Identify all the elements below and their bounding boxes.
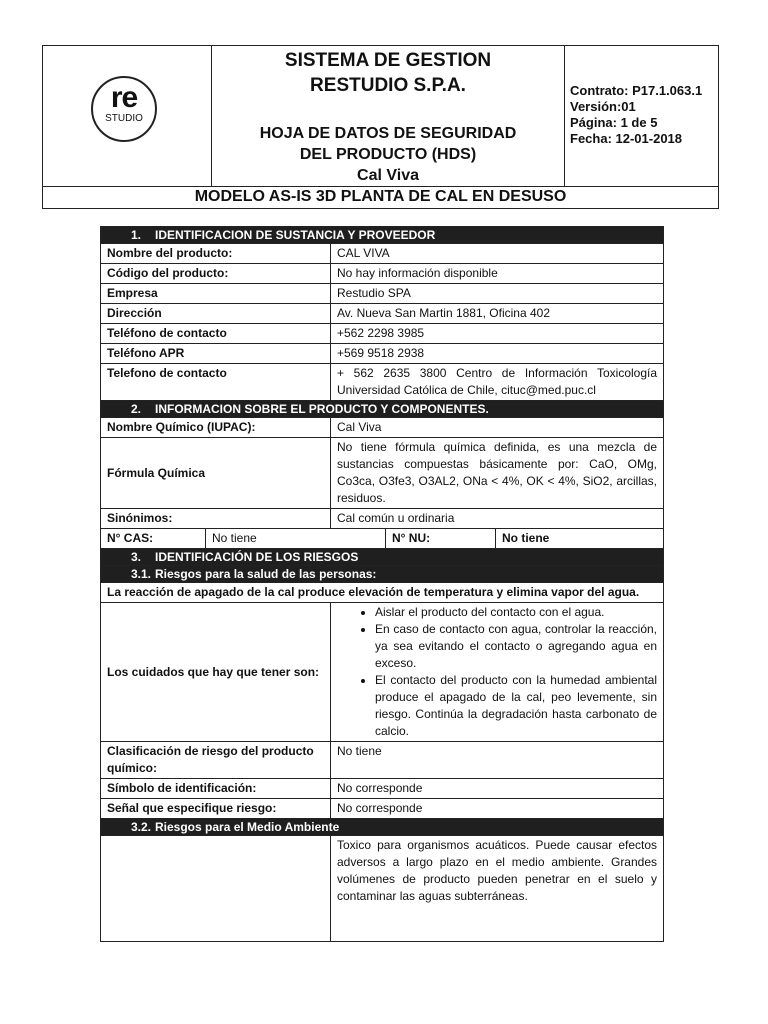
system-title-line1: SISTEMA DE GESTION <box>284 50 492 71</box>
row-value: CAL VIVA <box>331 244 664 264</box>
signal-label: Señal que especifique riesgo: <box>101 799 331 819</box>
contract-number: Contrato: P17.1.063.1 <box>570 83 703 98</box>
table-row <box>101 344 664 364</box>
list-item: • En caso de contacto con agua, controlar la reacción, ya sea evitando el contacto o agregando agua en exceso. <box>375 621 657 672</box>
nu-label: N° NU: <box>386 529 496 549</box>
table-row <box>101 836 664 942</box>
nu-value: No tiene <box>496 529 664 549</box>
care-list <box>331 604 657 740</box>
subsection-number: 3.1. <box>131 567 152 581</box>
formula-value: No tiene fórmula química definida, es una mezcla de sustancias compuestas básicamente por: CaO, OMg, Co3ca, O3fe3, O3AL2, ONa < 4%, OK < 4%, SiO2, arcillas, residuos. <box>331 438 664 509</box>
table-row <box>101 529 664 549</box>
section-2-header <box>101 401 664 418</box>
section-1-header <box>101 227 664 244</box>
row-label: Empresa <box>101 284 331 304</box>
signal-value: No corresponde <box>331 799 664 819</box>
document-title-line2: DEL PRODUCTO (HDS) <box>299 146 477 163</box>
list-item: • El contacto del producto con la humedad ambiental produce el apagado de la cal, peo levemente, sin riesgo. Continúa la degradación hasta carbonato de calcio. <box>375 672 657 740</box>
row-label: Teléfono de contacto <box>101 324 331 344</box>
table-row <box>101 304 664 324</box>
logo-cell <box>43 46 212 186</box>
reaction-note: La reacción de apagado de la cal produce elevación de temperatura y elimina vapor del agua. <box>101 583 664 603</box>
table-row <box>101 364 664 401</box>
row-label: Telefono de contacto <box>101 364 331 401</box>
symbol-label: Símbolo de identificación: <box>101 779 331 799</box>
title-cell <box>212 46 565 186</box>
section-number: 1. <box>131 228 142 242</box>
row-value: + 562 2635 3800 Centro de Información Toxicología Universidad Católica de Chile, cituc@med.puc.cl <box>331 364 664 401</box>
row-label: Código del producto: <box>101 264 331 284</box>
list-item: • Aislar el producto del contacto con el agua. <box>375 604 657 621</box>
document-title-line1: HOJA DE DATOS DE SEGURIDAD <box>259 125 517 142</box>
table-row <box>101 509 664 529</box>
model-title: MODELO AS-IS 3D PLANTA DE CAL EN DESUSO <box>43 186 718 208</box>
subsection-title: Riesgos para la salud de las personas: <box>155 567 377 581</box>
table-row <box>101 418 664 438</box>
section-number: 2. <box>131 402 142 416</box>
restudio-logo <box>91 76 157 142</box>
page-number: Página: 1 de 5 <box>570 115 658 130</box>
cas-value: No tiene <box>206 529 386 549</box>
classification-label: Clasificación de riesgo del producto químico: <box>101 742 331 779</box>
table-row <box>101 438 664 509</box>
env-label-empty <box>101 836 331 942</box>
product-name-title: Cal Viva <box>357 167 419 184</box>
table-row <box>101 244 664 264</box>
system-title <box>212 48 564 98</box>
safety-data-table <box>100 226 663 942</box>
care-list-cell <box>331 603 664 742</box>
row-label: Nombre del producto: <box>101 244 331 264</box>
row-value: +562 2298 3985 <box>331 324 664 344</box>
symbol-value: No corresponde <box>331 779 664 799</box>
logo-subtext: STUDIO <box>105 113 143 124</box>
section-number: 3. <box>131 550 142 564</box>
row-value: No hay información disponible <box>331 264 664 284</box>
version-number: Versión:01 <box>570 99 636 114</box>
iupac-label: Nombre Químico (IUPAC): <box>101 418 331 438</box>
table-row <box>101 284 664 304</box>
system-title-line2: RESTUDIO S.P.A. <box>310 75 466 96</box>
synonyms-label: Sinónimos: <box>101 509 331 529</box>
environment-risk-value: Toxico para organismos acuáticos. Puede causar efectos adversos a largo plazo en el medio ambiente. Grandes volúmenes de producto pueden penetrar en el suelo y contaminar las aguas subterráneas. <box>331 836 664 942</box>
section-title: IDENTIFICACIÓN DE LOS RIESGOS <box>155 550 359 564</box>
table-row <box>101 779 664 799</box>
care-label: Los cuidados que hay que tener son: <box>101 603 331 742</box>
table-row <box>101 583 664 603</box>
subsection-number: 3.2. <box>131 820 152 834</box>
table-row <box>101 603 664 742</box>
document-info-cell <box>565 46 718 186</box>
iupac-value: Cal Viva <box>331 418 664 438</box>
document-date: Fecha: 12-01-2018 <box>570 131 683 146</box>
synonyms-value: Cal común u ordinaria <box>331 509 664 529</box>
subsection-3-2-header <box>101 819 664 836</box>
document-header <box>42 45 719 209</box>
cas-label: N° CAS: <box>101 529 206 549</box>
row-value: Restudio SPA <box>331 284 664 304</box>
formula-label: Fórmula Química <box>101 438 331 509</box>
document-title <box>212 123 564 186</box>
logo-text: re <box>110 81 138 114</box>
row-value: +569 9518 2938 <box>331 344 664 364</box>
row-value: Av. Nueva San Martin 1881, Oficina 402 <box>331 304 664 324</box>
classification-value: No tiene <box>331 742 664 779</box>
table-row <box>101 799 664 819</box>
subsection-3-1-header <box>101 566 664 583</box>
row-label: Dirección <box>101 304 331 324</box>
section-3-header <box>101 549 664 566</box>
subsection-title: Riesgos para el Medio Ambiente <box>155 820 340 834</box>
table-row <box>101 742 664 779</box>
section-title: INFORMACION SOBRE EL PRODUCTO Y COMPONENTES. <box>155 402 489 416</box>
section-title: IDENTIFICACION DE SUSTANCIA Y PROVEEDOR <box>155 228 436 242</box>
table-row <box>101 324 664 344</box>
row-label: Teléfono APR <box>101 344 331 364</box>
table-row <box>101 264 664 284</box>
